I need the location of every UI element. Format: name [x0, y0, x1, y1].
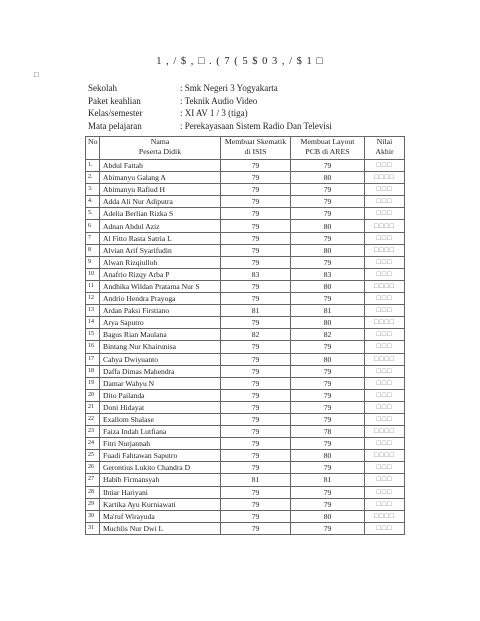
table-row	[86, 280, 405, 292]
row-number: 2.	[86, 172, 100, 184]
layout-score: 80	[291, 220, 365, 232]
row-number: 14	[86, 317, 100, 329]
layout-score: 80	[291, 244, 365, 256]
student-name: Andrio Hendra Prayoga	[100, 293, 221, 305]
skematik-score: 79	[221, 256, 291, 268]
final-score: □□□	[365, 329, 405, 341]
table-row	[86, 510, 405, 522]
final-score: □□□	[365, 184, 405, 196]
student-name: Alvian Arif Syarifudin	[100, 244, 221, 256]
final-score: □□□□	[365, 426, 405, 438]
layout-score: 79	[291, 293, 365, 305]
layout-score: 79	[291, 438, 365, 450]
info-value: : Perekayasaan Sistem Radio Dan Televisi	[180, 120, 332, 131]
table-row	[86, 317, 405, 329]
row-number: 4.	[86, 196, 100, 208]
row-number: 5.	[86, 208, 100, 220]
table-row	[86, 268, 405, 280]
layout-score: 79	[291, 184, 365, 196]
skematik-score: 81	[221, 474, 291, 486]
table-row	[86, 341, 405, 353]
layout-score: 79	[291, 256, 365, 268]
header-name-line2: Peserta Didik	[138, 147, 182, 156]
skematik-score: 79	[221, 208, 291, 220]
layout-score: 79	[291, 377, 365, 389]
table-row	[86, 305, 405, 317]
skematik-score: 79	[221, 413, 291, 425]
table-row	[86, 172, 405, 184]
layout-score: 80	[291, 317, 365, 329]
table-row	[86, 462, 405, 474]
table-body	[86, 160, 405, 535]
final-score: □□□	[365, 486, 405, 498]
document-title: 1 , / $ , □ . ( 7 ( 5 $ 0 3 , / $ 1 □	[156, 56, 324, 67]
skematik-score: 79	[221, 522, 291, 534]
student-name: Damar Wahyu N	[100, 377, 221, 389]
row-number: 16	[86, 341, 100, 353]
student-name: Adda Ali Nur Adiputra	[100, 196, 221, 208]
final-score: □□□□	[365, 353, 405, 365]
student-name: Cahya Dwiyuanto	[100, 353, 221, 365]
skematik-score: 79	[221, 341, 291, 353]
layout-score: 79	[291, 196, 365, 208]
row-number: 7	[86, 232, 100, 244]
row-number: 9	[86, 256, 100, 268]
header-nilai	[365, 137, 405, 160]
info-label: Sekolah	[88, 83, 117, 93]
final-score: □□□□	[365, 244, 405, 256]
final-score: □□□	[365, 208, 405, 220]
skematik-score: 79	[221, 232, 291, 244]
skematik-score: 79	[221, 377, 291, 389]
skematik-score: 79	[221, 438, 291, 450]
student-name: Doni Hidayat	[100, 401, 221, 413]
table-row	[86, 522, 405, 534]
row-number: 12	[86, 293, 100, 305]
skematik-score: 79	[221, 244, 291, 256]
header-no	[86, 137, 100, 160]
student-name: Adelia Berlian Rizka S	[100, 208, 221, 220]
skematik-score: 79	[221, 293, 291, 305]
layout-score: 79	[291, 413, 365, 425]
student-name: Andhika Wildan Pratama Nur S	[100, 280, 221, 292]
layout-score: 79	[291, 498, 365, 510]
row-number: 18	[86, 365, 100, 377]
final-score: □□□	[365, 256, 405, 268]
skematik-score: 81	[221, 305, 291, 317]
row-number: 6	[86, 220, 100, 232]
table-row	[86, 426, 405, 438]
student-name: Gerontius Lukito Chandra D	[100, 462, 221, 474]
skematik-score: 79	[221, 172, 291, 184]
table-row	[86, 208, 405, 220]
final-score: □□□	[365, 160, 405, 172]
layout-score: 80	[291, 450, 365, 462]
placeholder-glyph: □	[34, 70, 39, 79]
table-header-row	[86, 137, 405, 160]
layout-score: 79	[291, 486, 365, 498]
layout-score: 79	[291, 462, 365, 474]
row-number: 28	[86, 486, 100, 498]
skematik-score: 79	[221, 160, 291, 172]
student-name: Ihtiar Hariyani	[100, 486, 221, 498]
final-score: □□□	[365, 522, 405, 534]
skematik-score: 83	[221, 268, 291, 280]
skematik-score: 79	[221, 365, 291, 377]
student-name: Daffa Dimas Mahendra	[100, 365, 221, 377]
student-name: Abimanyu Rafiud H	[100, 184, 221, 196]
header-layout	[291, 137, 365, 160]
student-name: Arya Saputro	[100, 317, 221, 329]
header-skematik-line1: Membuat Skematik	[224, 137, 287, 146]
student-name: Ma'ruf Wirayuda	[100, 510, 221, 522]
table-row	[86, 474, 405, 486]
row-number: 22	[86, 413, 100, 425]
student-name: Abimanyu Galang A	[100, 172, 221, 184]
layout-score: 79	[291, 401, 365, 413]
skematik-score: 79	[221, 401, 291, 413]
table-row	[86, 377, 405, 389]
info-value: : Teknik Audio Video	[180, 95, 258, 106]
skematik-score: 79	[221, 498, 291, 510]
skematik-score: 82	[221, 329, 291, 341]
header-skematik	[221, 137, 291, 160]
student-name: Kartika Ayu Kurniawati	[100, 498, 221, 510]
student-name: Fuadi Fahtawan Saputro	[100, 450, 221, 462]
header-nilai-line1: Nilai	[376, 137, 393, 146]
student-name: Alwan Rizqiulloh	[100, 256, 221, 268]
student-name: Anafrio Rizqy Arba P	[100, 268, 221, 280]
header-layout-line2: PCB di ARES	[305, 147, 350, 156]
table-row	[86, 244, 405, 256]
final-score: □□□□	[365, 510, 405, 522]
student-name: Fitri Nurjannah	[100, 438, 221, 450]
skematik-score: 79	[221, 184, 291, 196]
skematik-score: 79	[221, 280, 291, 292]
final-score: □□□□	[365, 317, 405, 329]
header-nilai-line2: Akhir	[375, 147, 394, 156]
row-number: 8	[86, 244, 100, 256]
final-score: □□□	[365, 462, 405, 474]
final-score: □□□	[365, 365, 405, 377]
table-row	[86, 293, 405, 305]
final-score: □□□□	[365, 280, 405, 292]
skematik-score: 79	[221, 220, 291, 232]
table-row	[86, 450, 405, 462]
layout-score: 79	[291, 208, 365, 220]
row-number: 29	[86, 498, 100, 510]
info-label: Kelas/semester	[88, 108, 143, 118]
info-row-kelas	[88, 107, 332, 120]
row-number: 13	[86, 305, 100, 317]
final-score: □□□	[365, 268, 405, 280]
header-name	[100, 137, 221, 160]
final-score: □□□	[365, 305, 405, 317]
layout-score: 82	[291, 329, 365, 341]
layout-score: 78	[291, 426, 365, 438]
final-score: □□□□	[365, 172, 405, 184]
student-name: Muchlis Nur Dwi L	[100, 522, 221, 534]
row-number: 30	[86, 510, 100, 522]
final-score: □□□	[365, 413, 405, 425]
layout-score: 79	[291, 389, 365, 401]
student-name: Exallom Shalase	[100, 413, 221, 425]
final-score: □□□□	[365, 450, 405, 462]
row-number: 31	[86, 522, 100, 534]
skematik-score: 79	[221, 486, 291, 498]
skematik-score: 79	[221, 353, 291, 365]
row-number: 15	[86, 329, 100, 341]
table-row	[86, 220, 405, 232]
layout-score: 80	[291, 510, 365, 522]
final-score: □□□	[365, 377, 405, 389]
table-row	[86, 353, 405, 365]
final-score: □□□	[365, 438, 405, 450]
row-number: 10	[86, 268, 100, 280]
layout-score: 81	[291, 305, 365, 317]
skematik-score: 79	[221, 196, 291, 208]
row-number: 21	[86, 401, 100, 413]
student-name: Habib Firmansyah	[100, 474, 221, 486]
student-name: Ardan Paksi Firstiano	[100, 305, 221, 317]
row-number: 17	[86, 353, 100, 365]
skematik-score: 79	[221, 510, 291, 522]
row-number: 3.	[86, 184, 100, 196]
info-value: : XI AV 1 / 3 (tiga)	[180, 108, 248, 118]
table-row	[86, 160, 405, 172]
row-number: 27	[86, 474, 100, 486]
table-row	[86, 389, 405, 401]
info-label: Mata pelajaran	[88, 120, 142, 131]
student-name: Bintang Nur Khairunisa	[100, 341, 221, 353]
student-name: Faiza Indah Lutfiana	[100, 426, 221, 438]
layout-score: 79	[291, 232, 365, 244]
header-name-line1: Nama	[150, 137, 170, 146]
row-number: 24	[86, 438, 100, 450]
final-score: □□□	[365, 341, 405, 353]
table-row	[86, 498, 405, 510]
layout-score: 80	[291, 172, 365, 184]
row-number: 20	[86, 389, 100, 401]
layout-score: 79	[291, 160, 365, 172]
final-score: □□□	[365, 498, 405, 510]
final-score: □□□	[365, 389, 405, 401]
grades-table	[85, 136, 405, 535]
skematik-score: 79	[221, 426, 291, 438]
student-name: Dito Pailanda	[100, 389, 221, 401]
row-number: 26	[86, 462, 100, 474]
skematik-score: 79	[221, 450, 291, 462]
info-row-mapel	[88, 120, 332, 133]
table-row	[86, 401, 405, 413]
info-value: : Smk Negeri 3 Yogyakarta	[180, 83, 278, 93]
info-row-paket	[88, 95, 332, 108]
table-row	[86, 184, 405, 196]
layout-score: 79	[291, 365, 365, 377]
table-row	[86, 256, 405, 268]
info-label: Paket keahlian	[88, 95, 141, 106]
final-score: □□□	[365, 232, 405, 244]
header-no-label: No	[88, 137, 98, 146]
table-row	[86, 438, 405, 450]
layout-score: 80	[291, 280, 365, 292]
layout-score: 81	[291, 474, 365, 486]
table-row	[86, 486, 405, 498]
final-score: □□□	[365, 401, 405, 413]
skematik-score: 79	[221, 317, 291, 329]
info-block	[88, 82, 332, 132]
layout-score: 79	[291, 341, 365, 353]
layout-score: 80	[291, 353, 365, 365]
row-number: 25	[86, 450, 100, 462]
table-row	[86, 365, 405, 377]
header-skematik-line2: di ISIS	[244, 147, 267, 156]
student-name: Adnan Abdul Aziz	[100, 220, 221, 232]
final-score: □□□□	[365, 220, 405, 232]
info-row-sekolah	[88, 82, 332, 95]
student-name: Al Fitto Rasta Satria L	[100, 232, 221, 244]
row-number: 1.	[86, 160, 100, 172]
layout-score: 83	[291, 268, 365, 280]
row-number: 23	[86, 426, 100, 438]
table-row	[86, 329, 405, 341]
table-row	[86, 413, 405, 425]
skematik-score: 79	[221, 462, 291, 474]
final-score: □□□	[365, 196, 405, 208]
header-layout-line1: Membuat Layout	[300, 137, 355, 146]
student-name: Abdul Fattah	[100, 160, 221, 172]
final-score: □□□	[365, 293, 405, 305]
student-name: Bagus Rian Maulana	[100, 329, 221, 341]
skematik-score: 79	[221, 389, 291, 401]
row-number: 19	[86, 377, 100, 389]
row-number: 11	[86, 280, 100, 292]
final-score: □□□	[365, 474, 405, 486]
table-row	[86, 196, 405, 208]
layout-score: 79	[291, 522, 365, 534]
table-row	[86, 232, 405, 244]
